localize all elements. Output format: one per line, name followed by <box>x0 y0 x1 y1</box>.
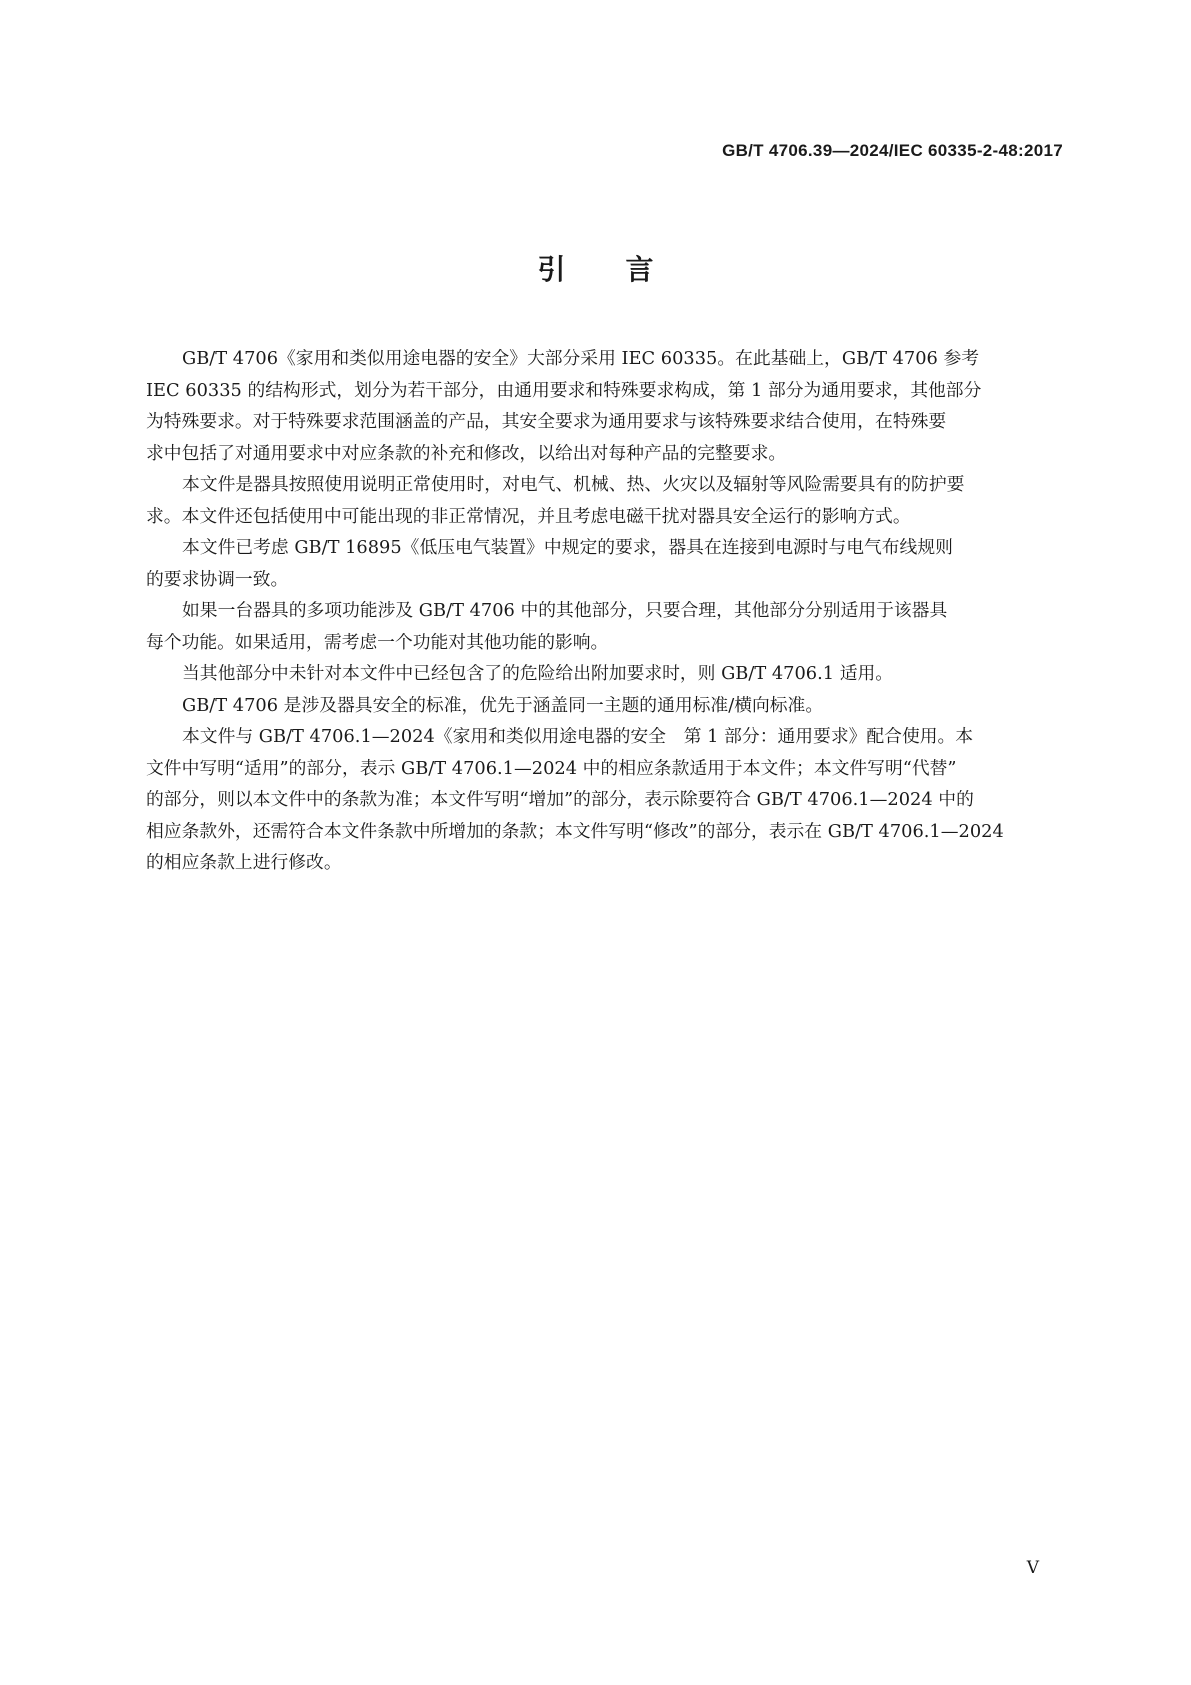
paragraph-6 <box>146 690 1067 722</box>
paragraph-line: 的部分，则以本文件中的条款为准；本文件写明“增加”的部分，表示除要符合 GB/T 4706.1—2024 中的 <box>146 789 974 810</box>
paragraph-4 <box>146 595 1067 658</box>
paragraph-line: 的相应条款上进行修改。 <box>146 852 342 873</box>
page-number: V <box>1026 1558 1039 1578</box>
paragraph-line: 每个功能。如果适用，需考虑一个功能对其他功能的影响。 <box>146 631 609 653</box>
paragraph-line: 本文件已考虑 GB/T 16895《低压电气装置》中规定的要求，器具在连接到电源时与电气布线规则 <box>182 537 953 558</box>
paragraph-line: 求中包括了对通用要求中对应条款的补充和修改，以给出对每种产品的完整要求。 <box>146 442 787 464</box>
paragraph-5 <box>146 658 1067 690</box>
paragraph-7 <box>146 721 1067 879</box>
paragraph-line: 求。本文件还包括使用中可能出现的非正常情况，并且考虑电磁干扰对器具安全运行的影响方式。 <box>146 505 911 527</box>
paragraph-line: 文件中写明“适用”的部分，表示 GB/T 4706.1—2024 中的相应条款适用于本文件；本文件写明“代替” <box>146 757 957 779</box>
standard-number-header: GB/T 4706.39—2024/IEC 60335-2-48:2017 <box>722 141 1063 160</box>
paragraph-line: GB/T 4706《家用和类似用途电器的安全》大部分采用 IEC 60335。在此基础上，GB/T 4706 参考 <box>182 348 980 369</box>
paragraph-line: 当其他部分中未针对本文件中已经包含了的危险给出附加要求时，则 GB/T 4706.1 适用。 <box>182 663 894 684</box>
paragraph-3 <box>146 532 1067 595</box>
paragraph-line: 本文件与 GB/T 4706.1—2024《家用和类似用途电器的安全 第 1 部分：通用要求》配合使用。本 <box>182 726 974 747</box>
paragraph-line: 的要求协调一致。 <box>146 568 289 590</box>
paragraph-line: IEC 60335 的结构形式，划分为若干部分，由通用要求和特殊要求构成，第 1 部分为通用要求，其他部分 <box>146 379 982 401</box>
section-title: 引言 <box>537 253 714 286</box>
introduction-body <box>146 343 1067 879</box>
paragraph-1 <box>146 343 1067 469</box>
paragraph-line: GB/T 4706 是涉及器具安全的标准，优先于涵盖同一主题的通用标准/横向标准。 <box>182 694 824 716</box>
paragraph-line: 为特殊要求。对于特殊要求范围涵盖的产品，其安全要求为通用要求与该特殊要求结合使用，在特殊要 <box>146 411 947 432</box>
paragraph-line: 本文件是器具按照使用说明正常使用时，对电气、机械、热、火灾以及辐射等风险需要具有的防护要 <box>182 474 965 495</box>
paragraph-2 <box>146 469 1067 532</box>
paragraph-line: 相应条款外，还需符合本文件条款中所增加的条款；本文件写明“修改”的部分，表示在 GB/T 4706.1—2024 <box>146 820 1004 842</box>
paragraph-line: 如果一台器具的多项功能涉及 GB/T 4706 中的其他部分，只要合理，其他部分分别适用于该器具 <box>182 600 948 621</box>
